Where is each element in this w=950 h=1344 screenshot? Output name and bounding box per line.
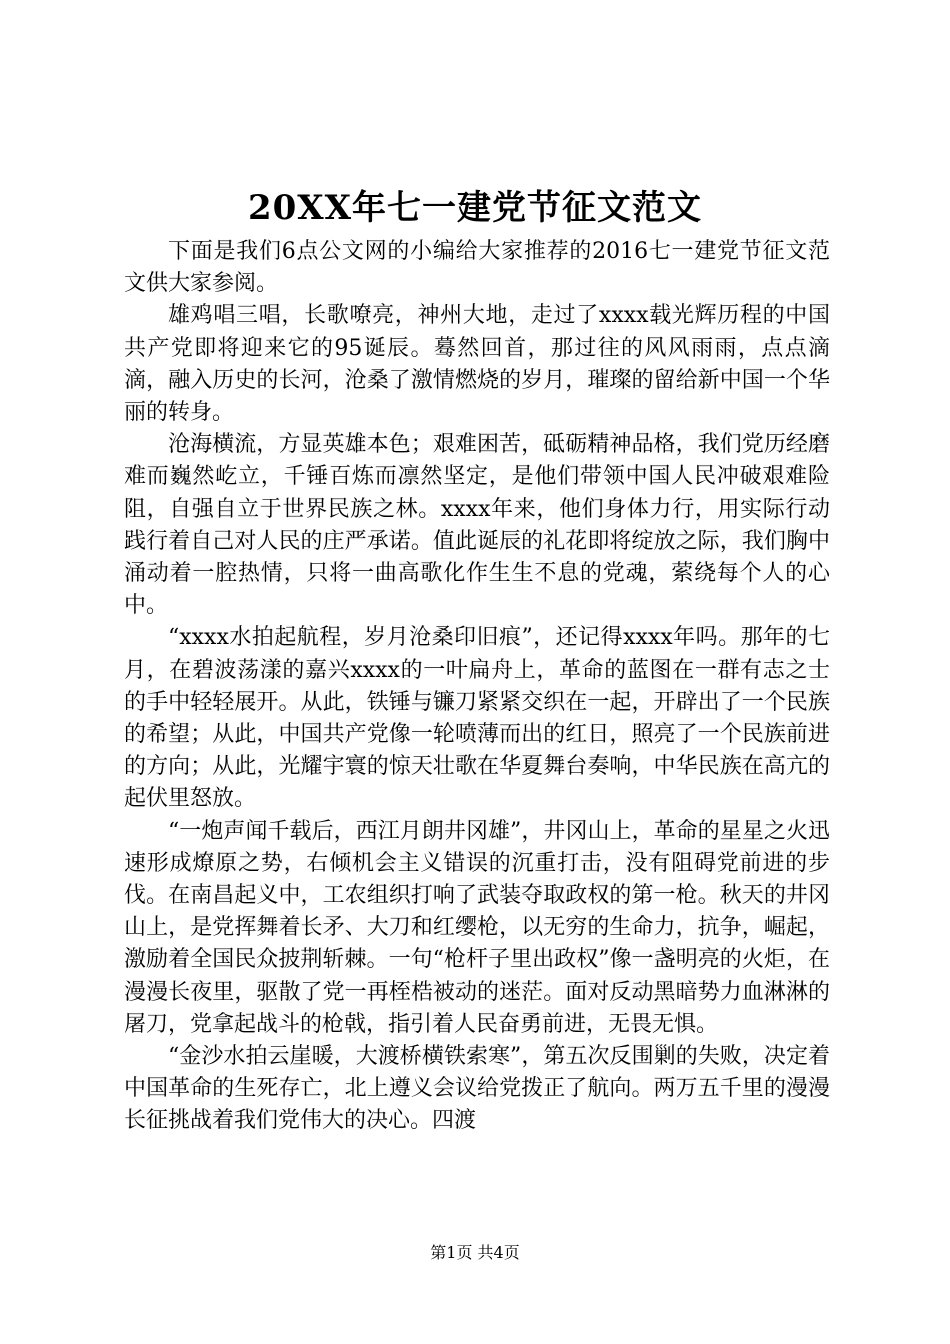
page-number: 第1页 共4页 — [430, 1243, 520, 1262]
paragraph: “金沙水拍云崖暖，大渡桥横铁索寒”，第五次反围剿的失败，决定着中国革命的生死存亡，北上遵义会议给党拨正了航向。两万五千里的漫漫长征挑战着我们党伟大的决心。四渡 — [124, 1044, 830, 1134]
paragraph: 沧海横流，方显英雄本色；艰难困苦，砥砺精神品格，我们党历经磨难而巍然屹立，千锤百炼而凛然坚定，是他们带领中国人民冲破艰难险阻，自强自立于世界民族之林。xxxx年来，他们身体力行，用实际行动践行着自己对人民的庄严承诺。值此诞辰的礼花即将绽放之际，我们胸中涌动着一腔热情，只将一曲高歌化作生生不息的党魂，萦绕每个人的心中。 — [124, 432, 830, 619]
paragraph: “一炮声闻千载后，西江月朗井冈雄”，井冈山上，革命的星星之火迅速形成燎原之势，右倾机会主义错误的沉重打击，没有阻碍党前进的步伐。在南昌起义中，工农组织打响了武装夺取政权的第一枪。秋天的井冈山上，是党挥舞着长矛、大刀和红缨枪，以无穷的生命力，抗争，崛起，激励着全国民众披荆斩棘。一句“枪杆子里出政权”像一盏明亮的火炬，在漫漫长夜里，驱散了党一再桎梏被动的迷茫。面对反动黑暗势力血淋淋的屠刀，党拿起战斗的枪戟，指引着人民奋勇前进，无畏无惧。 — [124, 818, 830, 1037]
paragraph: 雄鸡唱三唱，长歌嘹亮，神州大地，走过了xxxx载光辉历程的中国共产党即将迎来它的95诞辰。蓦然回首，那过往的风风雨雨，点点滴滴，融入历史的长河，沧桑了激情燃烧的岁月，璀璨的留给新中国一个华丽的转身。 — [124, 303, 830, 426]
page-footer — [0, 1242, 950, 1264]
paragraph: 下面是我们6点公文网的小编给大家推荐的2016七一建党节征文范文供大家参阅。 — [124, 239, 830, 297]
document-title: 20XX年七一建党节征文范文 — [247, 188, 703, 228]
paragraph: “xxxx水拍起航程，岁月沧桑印旧痕”，还记得xxxx年吗。那年的七月，在碧波荡漾的嘉兴xxxx的一叶扁舟上，革命的蓝图在一群有志之士的手中轻轻展开。从此，铁锤与镰刀紧紧交织在一起，开辟出了一个民族的希望；从此，中国共产党像一轮喷薄而出的红日，照亮了一个民族前进的方向；从此，光耀宇寰的惊天壮歌在华夏舞台奏响，中华民族在高亢的起伏里怒放。 — [124, 625, 830, 812]
document-body — [124, 236, 830, 1138]
